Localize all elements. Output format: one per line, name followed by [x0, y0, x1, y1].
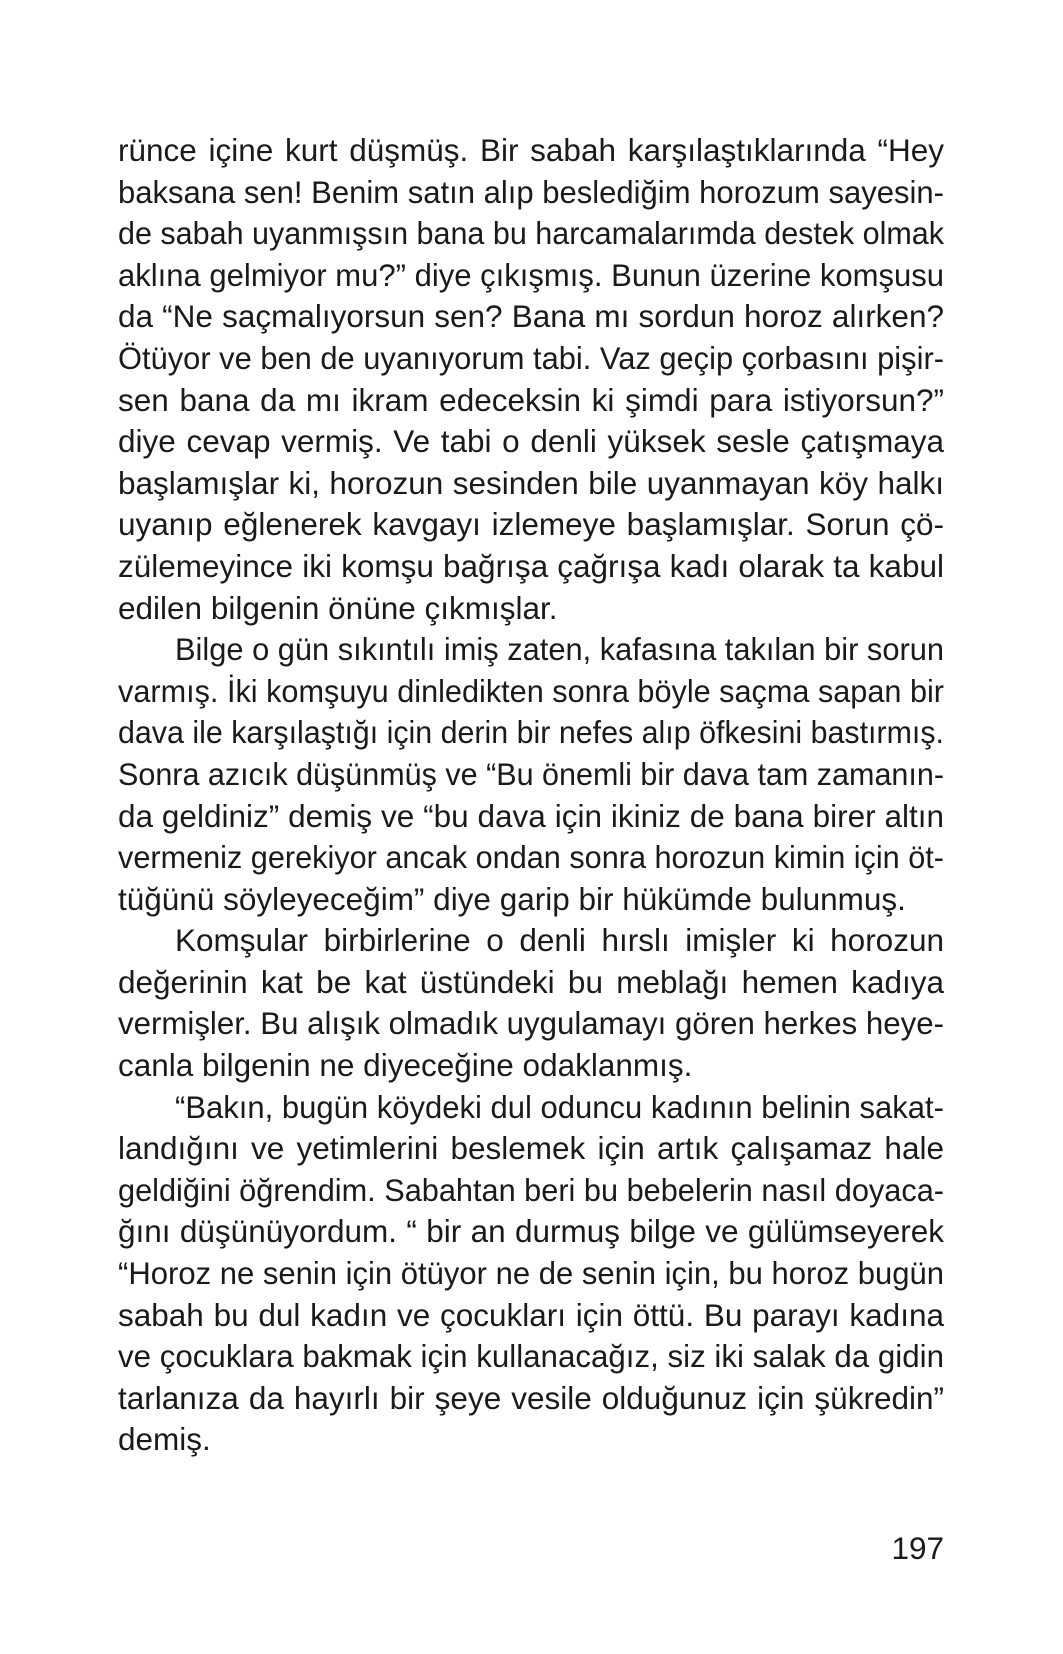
- text-line: başlamışlar ki, horozun sesinden bile uyanmayan köy halkı: [118, 464, 944, 501]
- text-line: sen bana da mı ikram edeceksin ki şimdi para istiyorsun?”: [118, 381, 944, 418]
- text-line: Ötüyor ve ben de uyanıyorum tabi. Vaz geçip çorbasını pişir-: [118, 339, 944, 376]
- text-line: tarlanıza da hayırlı bir şeye vesile olduğunuz için şükredin”: [118, 1379, 944, 1416]
- text-line: “Bakın, bugün köydeki dul oduncu kadının belinin sakat-: [175, 1088, 944, 1125]
- text-line: dava ile karşılaştığı için derin bir nefes alıp öfkesini bastırmış.: [118, 714, 944, 751]
- text-line: Komşular birbirlerine o denli hırslı imişler ki horozun: [175, 922, 944, 959]
- text-line: ve çocuklara bakmak için kullanacağız, siz iki salak da gidin: [118, 1338, 944, 1375]
- text-line: Sonra azıcık düşünmüş ve “Bu önemli bir dava tam zamanın-: [118, 755, 944, 792]
- text-line: da geldiniz” demiş ve “bu dava için ikiniz de bana birer altın: [118, 797, 944, 834]
- text-line: ğını düşünüyordum. “ bir an durmuş bilge ve gülümseyerek: [118, 1213, 944, 1250]
- body-text: [118, 130, 944, 1461]
- text-line: diye cevap vermiş. Ve tabi o denli yüksek sesle çatışmaya: [118, 423, 944, 460]
- text-line: tüğünü söyleyeceğim” diye garip bir hükümde bulunmuş.: [118, 880, 906, 917]
- text-line: baksana sen! Benim satın alıp beslediğim horozum sayesin-: [118, 173, 944, 210]
- text-line: sabah bu dul kadın ve çocukları için öttü. Bu parayı kadına: [118, 1296, 944, 1333]
- text-line: da “Ne saçmalıyorsun sen? Bana mı sordun horoz alırken?: [118, 298, 944, 335]
- paragraph: [118, 920, 944, 1086]
- text-line: rünce içine kurt düşmüş. Bir sabah karşılaştıklarında “Hey: [118, 132, 944, 168]
- text-line: zülemeyince iki komşu bağrışa çağrışa kadı olarak ta kabul: [118, 547, 944, 584]
- page-number: 197: [891, 1530, 944, 1566]
- text-line: varmış. İki komşuyu dinledikten sonra böyle saçma sapan bir: [118, 672, 944, 709]
- text-line: aklına gelmiyor mu?” diye çıkışmış. Bunun üzerine komşusu: [118, 256, 944, 293]
- text-line: uyanıp eğlenerek kavgayı izlemeye başlamışlar. Sorun çö-: [118, 506, 944, 543]
- paragraph: [118, 130, 944, 629]
- text-line: geldiğini öğrendim. Sabahtan beri bu bebelerin nasıl doyaca-: [118, 1171, 944, 1208]
- text-line: değerinin kat be kat üstündeki bu meblağı hemen kadıya: [118, 963, 944, 1000]
- text-line: de sabah uyanmışsın bana bu harcamalarımda destek olmak: [118, 215, 944, 252]
- text-line: canla bilgenin ne diyeceğine odaklanmış.: [118, 1047, 693, 1084]
- text-line: “Horoz ne senin için ötüyor ne de senin için, bu horoz bugün: [118, 1255, 944, 1292]
- paragraph: [118, 629, 944, 920]
- paragraph: [118, 1087, 944, 1461]
- text-line: Bilge o gün sıkıntılı imiş zaten, kafasına takılan bir sorun: [175, 631, 944, 668]
- text-line: landığını ve yetimlerini beslemek için artık çalışamaz hale: [118, 1130, 944, 1167]
- text-line: demiş.: [118, 1421, 211, 1458]
- text-line: edilen bilgenin önüne çıkmışlar.: [118, 589, 558, 626]
- text-line: vermişler. Bu alışık olmadık uygulamayı gören herkes heye-: [118, 1005, 944, 1042]
- text-line: vermeniz gerekiyor ancak ondan sonra horozun kimin için öt-: [118, 839, 944, 876]
